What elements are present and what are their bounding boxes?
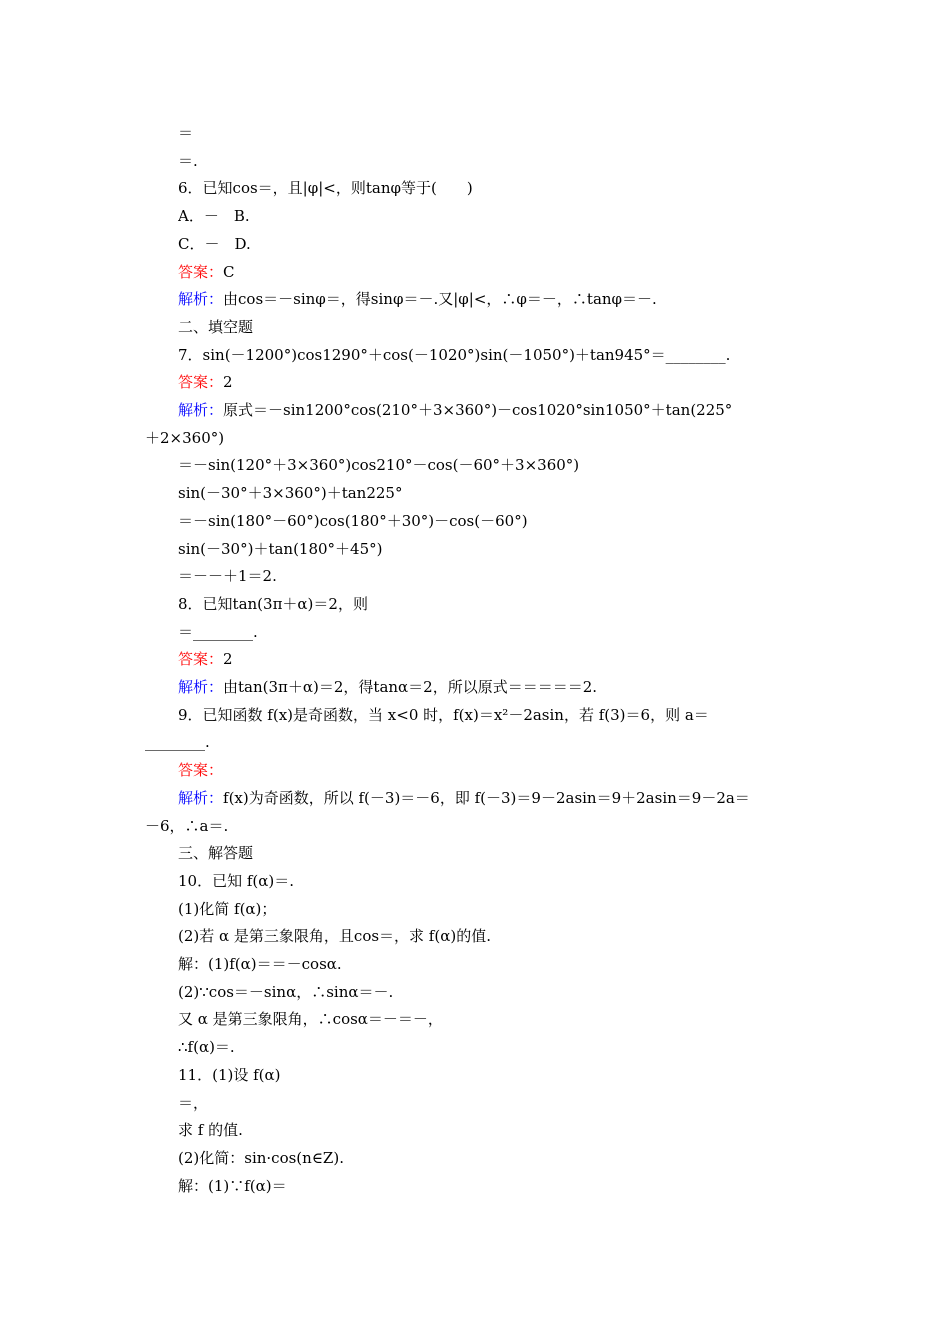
text-line	[178, 400, 810, 420]
line-text: ________.	[145, 733, 210, 751]
line-text: －6，∴a＝.	[145, 817, 229, 835]
text-line	[178, 926, 810, 946]
line-text: 原式＝－sin1200°cos(210°＋3×360°)－cos1020°sin1050°＋tan(225°	[223, 401, 733, 419]
text-line	[178, 705, 810, 725]
text-line	[178, 649, 810, 669]
explanation-label: 解析：	[178, 789, 224, 807]
text-line	[178, 788, 810, 808]
text-line	[145, 428, 810, 448]
text-line	[178, 843, 810, 863]
line-text: ＝－－＋1＝2.	[178, 567, 277, 585]
text-line	[145, 816, 810, 836]
text-line	[178, 206, 810, 226]
text-line	[178, 677, 810, 697]
text-line	[178, 1148, 810, 1168]
line-text: 由tan(3π＋α)＝2，得tanα＝2，所以原式＝＝＝＝＝2.	[223, 678, 598, 696]
explanation-label: 解析：	[178, 678, 224, 696]
text-line	[178, 1037, 810, 1057]
text-line	[178, 566, 810, 586]
line-text: 二、填空题	[178, 318, 254, 336]
text-line	[178, 539, 810, 559]
line-text: 又 α 是第三象限角，∴cosα＝－＝－，	[178, 1010, 443, 1028]
line-text: 10．已知 f(α)＝.	[178, 872, 295, 890]
line-text: 解：(1)∵f(α)＝	[178, 1177, 287, 1195]
explanation-label: 解析：	[178, 290, 224, 308]
text-line	[178, 1176, 810, 1196]
text-line	[178, 982, 810, 1002]
text-line	[178, 1093, 810, 1113]
line-text: C	[223, 263, 235, 281]
text-line	[145, 732, 810, 752]
line-text: ∴f(α)＝.	[178, 1038, 235, 1056]
line-text: ＝－sin(180°－60°)cos(180°＋30°)－cos(－60°)	[178, 512, 528, 530]
text-line	[178, 511, 810, 531]
line-text: ＝－sin(120°＋3×360°)cos210°－cos(－60°＋3×360°)	[178, 456, 580, 474]
line-text: (1)化简 f(α)；	[178, 900, 277, 918]
line-text: 求 f 的值.	[178, 1121, 243, 1139]
text-line	[178, 123, 810, 143]
line-text: (2)∵cos＝－sinα，∴sinα＝－.	[178, 983, 394, 1001]
answer-label: 答案：	[178, 650, 224, 668]
line-text: A．－ B.	[178, 207, 250, 225]
line-text: 6．已知cos＝，且|φ|<，则tanφ等于( )	[178, 179, 473, 197]
line-text: 7．sin(－1200°)cos1290°＋cos(－1020°)sin(－1050°)＋tan945°＝________.	[178, 346, 731, 364]
text-line	[178, 760, 810, 780]
line-text: C．－ D.	[178, 235, 251, 253]
line-text: 2	[223, 650, 233, 668]
text-line	[178, 1120, 810, 1140]
text-line	[178, 372, 810, 392]
line-text: 8．已知tan(3π＋α)＝2，则	[178, 595, 368, 613]
text-line	[178, 317, 810, 337]
line-text: f(x)为奇函数，所以 f(－3)＝－6，即 f(－3)＝9－2asin＝9＋2asin＝9－2a＝	[223, 789, 750, 807]
line-text: ＝	[178, 124, 194, 142]
text-line	[178, 178, 810, 198]
line-text: 解：(1)f(α)＝＝－cosα.	[178, 955, 342, 973]
line-text: sin(－30°)＋tan(180°＋45°)	[178, 540, 383, 558]
line-text: ＝，	[178, 1094, 209, 1112]
text-line	[178, 151, 810, 171]
text-line	[178, 594, 810, 614]
text-line	[178, 1009, 810, 1029]
line-text: (2)若 α 是第三象限角，且cos＝，求 f(α)的值.	[178, 927, 491, 945]
text-line	[178, 483, 810, 503]
line-text: 2	[223, 373, 233, 391]
line-text: 由cos＝－sinφ＝，得sinφ＝－.又|φ|<，∴φ＝－，∴tanφ＝－.	[223, 290, 657, 308]
line-text: ＝.	[178, 152, 198, 170]
answer-label: 答案：	[178, 761, 224, 779]
explanation-label: 解析：	[178, 401, 224, 419]
line-text: (2)化简：sin·cos(n∈Z).	[178, 1149, 344, 1167]
text-line	[178, 234, 810, 254]
text-line	[178, 289, 810, 309]
line-text: ＝________.	[178, 623, 258, 641]
text-line	[178, 262, 810, 282]
text-line	[178, 1065, 810, 1085]
line-text: ＋2×360°)	[145, 429, 225, 447]
answer-label: 答案：	[178, 263, 224, 281]
text-line	[178, 954, 810, 974]
text-line	[178, 345, 810, 365]
text-line	[178, 622, 810, 642]
line-text: 9．已知函数 f(x)是奇函数，当 x<0 时，f(x)＝x²－2asin，若 f(3)＝6，则 a＝	[178, 706, 709, 724]
text-line	[178, 871, 810, 891]
text-line	[178, 455, 810, 475]
answer-label: 答案：	[178, 373, 224, 391]
line-text: sin(－30°＋3×360°)＋tan225°	[178, 484, 403, 502]
line-text: 11．(1)设 f(α)	[178, 1066, 281, 1084]
line-text: 三、解答题	[178, 844, 254, 862]
text-line	[178, 899, 810, 919]
